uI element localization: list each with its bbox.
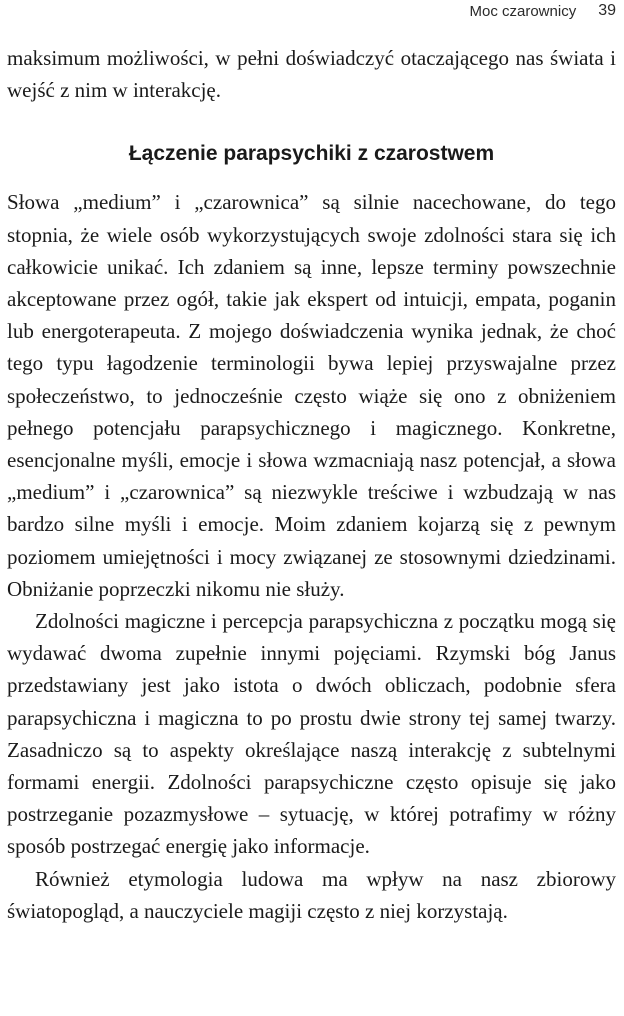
paragraph-2: Zdolności magiczne i percepcja parapsychiczna z początku mogą się wydawać dwoma zupełnie innymi pojęciami. Rzymski bóg Janus przedstawiany jest jako istota o dwóch obliczach, podobnie sfera parapsychiczna i magiczna to po prostu dwie strony tej samej twarzy. Zasadniczo są to aspekty określające naszą interakcję z subtelnymi formami energii. Zdolności parapsychiczne często opisuje się jako postrzeganie pozazmysłowe – sytuację, w której potrafimy w różny sposób postrzegać energię jako informacje. (7, 609, 616, 859)
section-title: Moc czarownicy (469, 2, 577, 20)
paragraph-continuation: maksimum możliwości, w pełni doświadczyć otaczającego nas świata i wejść z nim w interakcję. (7, 46, 616, 103)
paragraph-3: Również etymologia ludowa ma wpływ na nasz zbiorowy światopogląd, a nauczyciele magiji często z niej korzystają. (7, 866, 616, 923)
section-heading: Łączenie parapsychiki z czarostwem (128, 142, 495, 166)
running-header (470, 0, 617, 22)
page-body (7, 42, 616, 927)
paragraph-1: Słowa „medium” i „czarownica” są silnie nacechowane, do tego stopnia, że wiele osób wykorzystujących swoje zdolności stara się ich całkowicie unikać. Ich zdaniem są inne, lepsze terminy powszechnie akceptowane przez ogół, takie jak ekspert od intuicji, empata, poganin lub energoterapeuta. Z mojego doświadczenia wynika jednak, że choć tego typu łagodzenie terminologii bywa lepiej przyswajalne przez społeczeństwo, to jednocześnie często wiąże się ono z obniżeniem pełnego potencjału parapsychicznego i magicznego. Konkretne, esencjonalne myśli, emocje i słowa wzmacniają nasz potencjał, a słowa „medium” i „czarownica” są niezwykle treściwe i wzbudzają w nas bardzo silne myśli i emocje. Moim zdaniem kojarzą się z pewnym poziomem umiejętności i mocy związanej ze stosownymi dziedzinami. Obniżanie poprzeczki nikomu nie służy. (7, 190, 616, 601)
page-number: 39 (598, 2, 616, 19)
